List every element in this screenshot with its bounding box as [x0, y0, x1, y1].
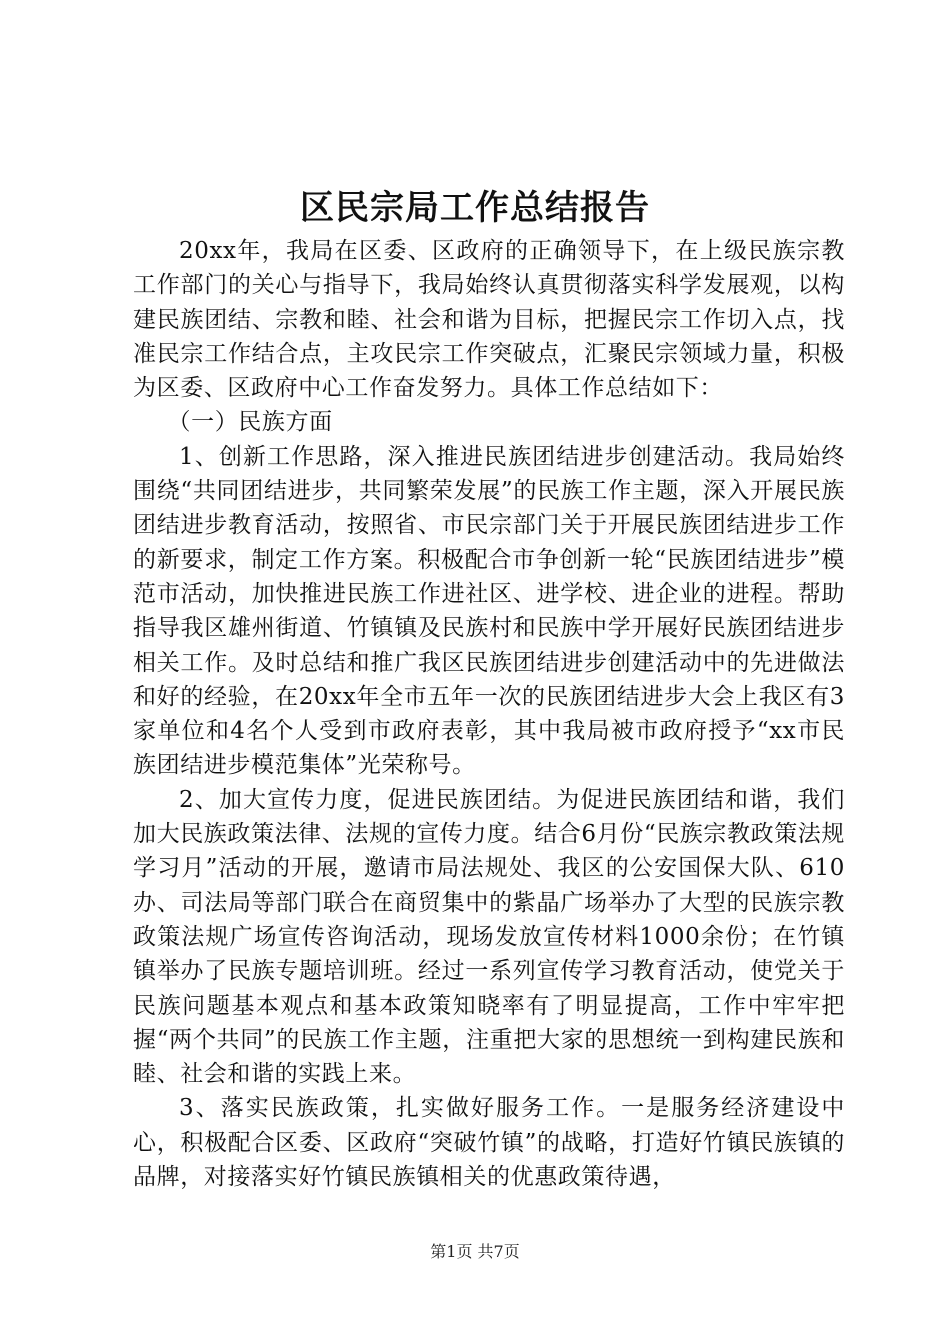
paragraph-item-3: 3、落实民族政策，扎实做好服务工作。一是服务经济建设中心，积极配合区委、区政府“突破竹镇”的战略，打造好竹镇民族镇的品牌，对接落实好竹镇民族镇相关的优惠政策待遇，: [133, 1095, 845, 1191]
paragraph-item-1: 1、创新工作思路，深入推进民族团结进步创建活动。我局始终围绕“共同团结进步，共同繁荣发展”的民族工作主题，深入开展民族团结进步教育活动，按照省、市民宗部门关于开展民族团结进步工作的新要求，制定工作方案。积极配合市争创新一轮“民族团结进步”模范市活动，加快推进民族工作进社区、进学校、进企业的进程。帮助指导我区雄州街道、竹镇镇及民族村和民族中学开展好民族团结进步相关工作。及时总结和推广我区民族团结进步创建活动中的先进做法和好的经验，在20xx年全市五年一次的民族团结进步大会上我区有3家单位和4名个人受到市政府表彰，其中我局被市政府授予“xx市民族团结进步模范集体”光荣称号。: [133, 443, 845, 779]
document-body: [133, 234, 845, 1194]
document-title: 区民宗局工作总结报告: [300, 188, 650, 228]
page-footer: 第1页 共7页: [430, 1242, 520, 1261]
section-heading-ethnic: （一）民族方面: [167, 409, 333, 436]
paragraph-item-2: 2、加大宣传力度，促进民族团结。为促进民族团结和谐，我们加大民族政策法律、法规的宣传力度。结合6月份“民族宗教政策法规学习月”活动的开展，邀请市局法规处、我区的公安国保大队、610办、司法局等部门联合在商贸集中的紫晶广场举办了大型的民族宗教政策法规广场宣传咨询活动，现场发放宣传材料1000余份；在竹镇镇举办了民族专题培训班。经过一系列宣传学习教育活动，使党关于民族问题基本观点和基本政策知晓率有了明显提高，工作中牢牢把握“两个共同”的民族工作主题，注重把大家的思想统一到构建民族和睦、社会和谐的实践上来。: [133, 786, 845, 1088]
intro-paragraph: 20xx年，我局在区委、区政府的正确领导下，在上级民族宗教工作部门的关心与指导下，我局始终认真贯彻落实科学发展观，以构建民族团结、宗教和睦、社会和谐为目标，把握民宗工作切入点，找准民宗工作结合点，主攻民宗工作突破点，汇聚民宗领域力量，积极为区委、区政府中心工作奋发努力。具体工作总结如下：: [133, 238, 845, 402]
